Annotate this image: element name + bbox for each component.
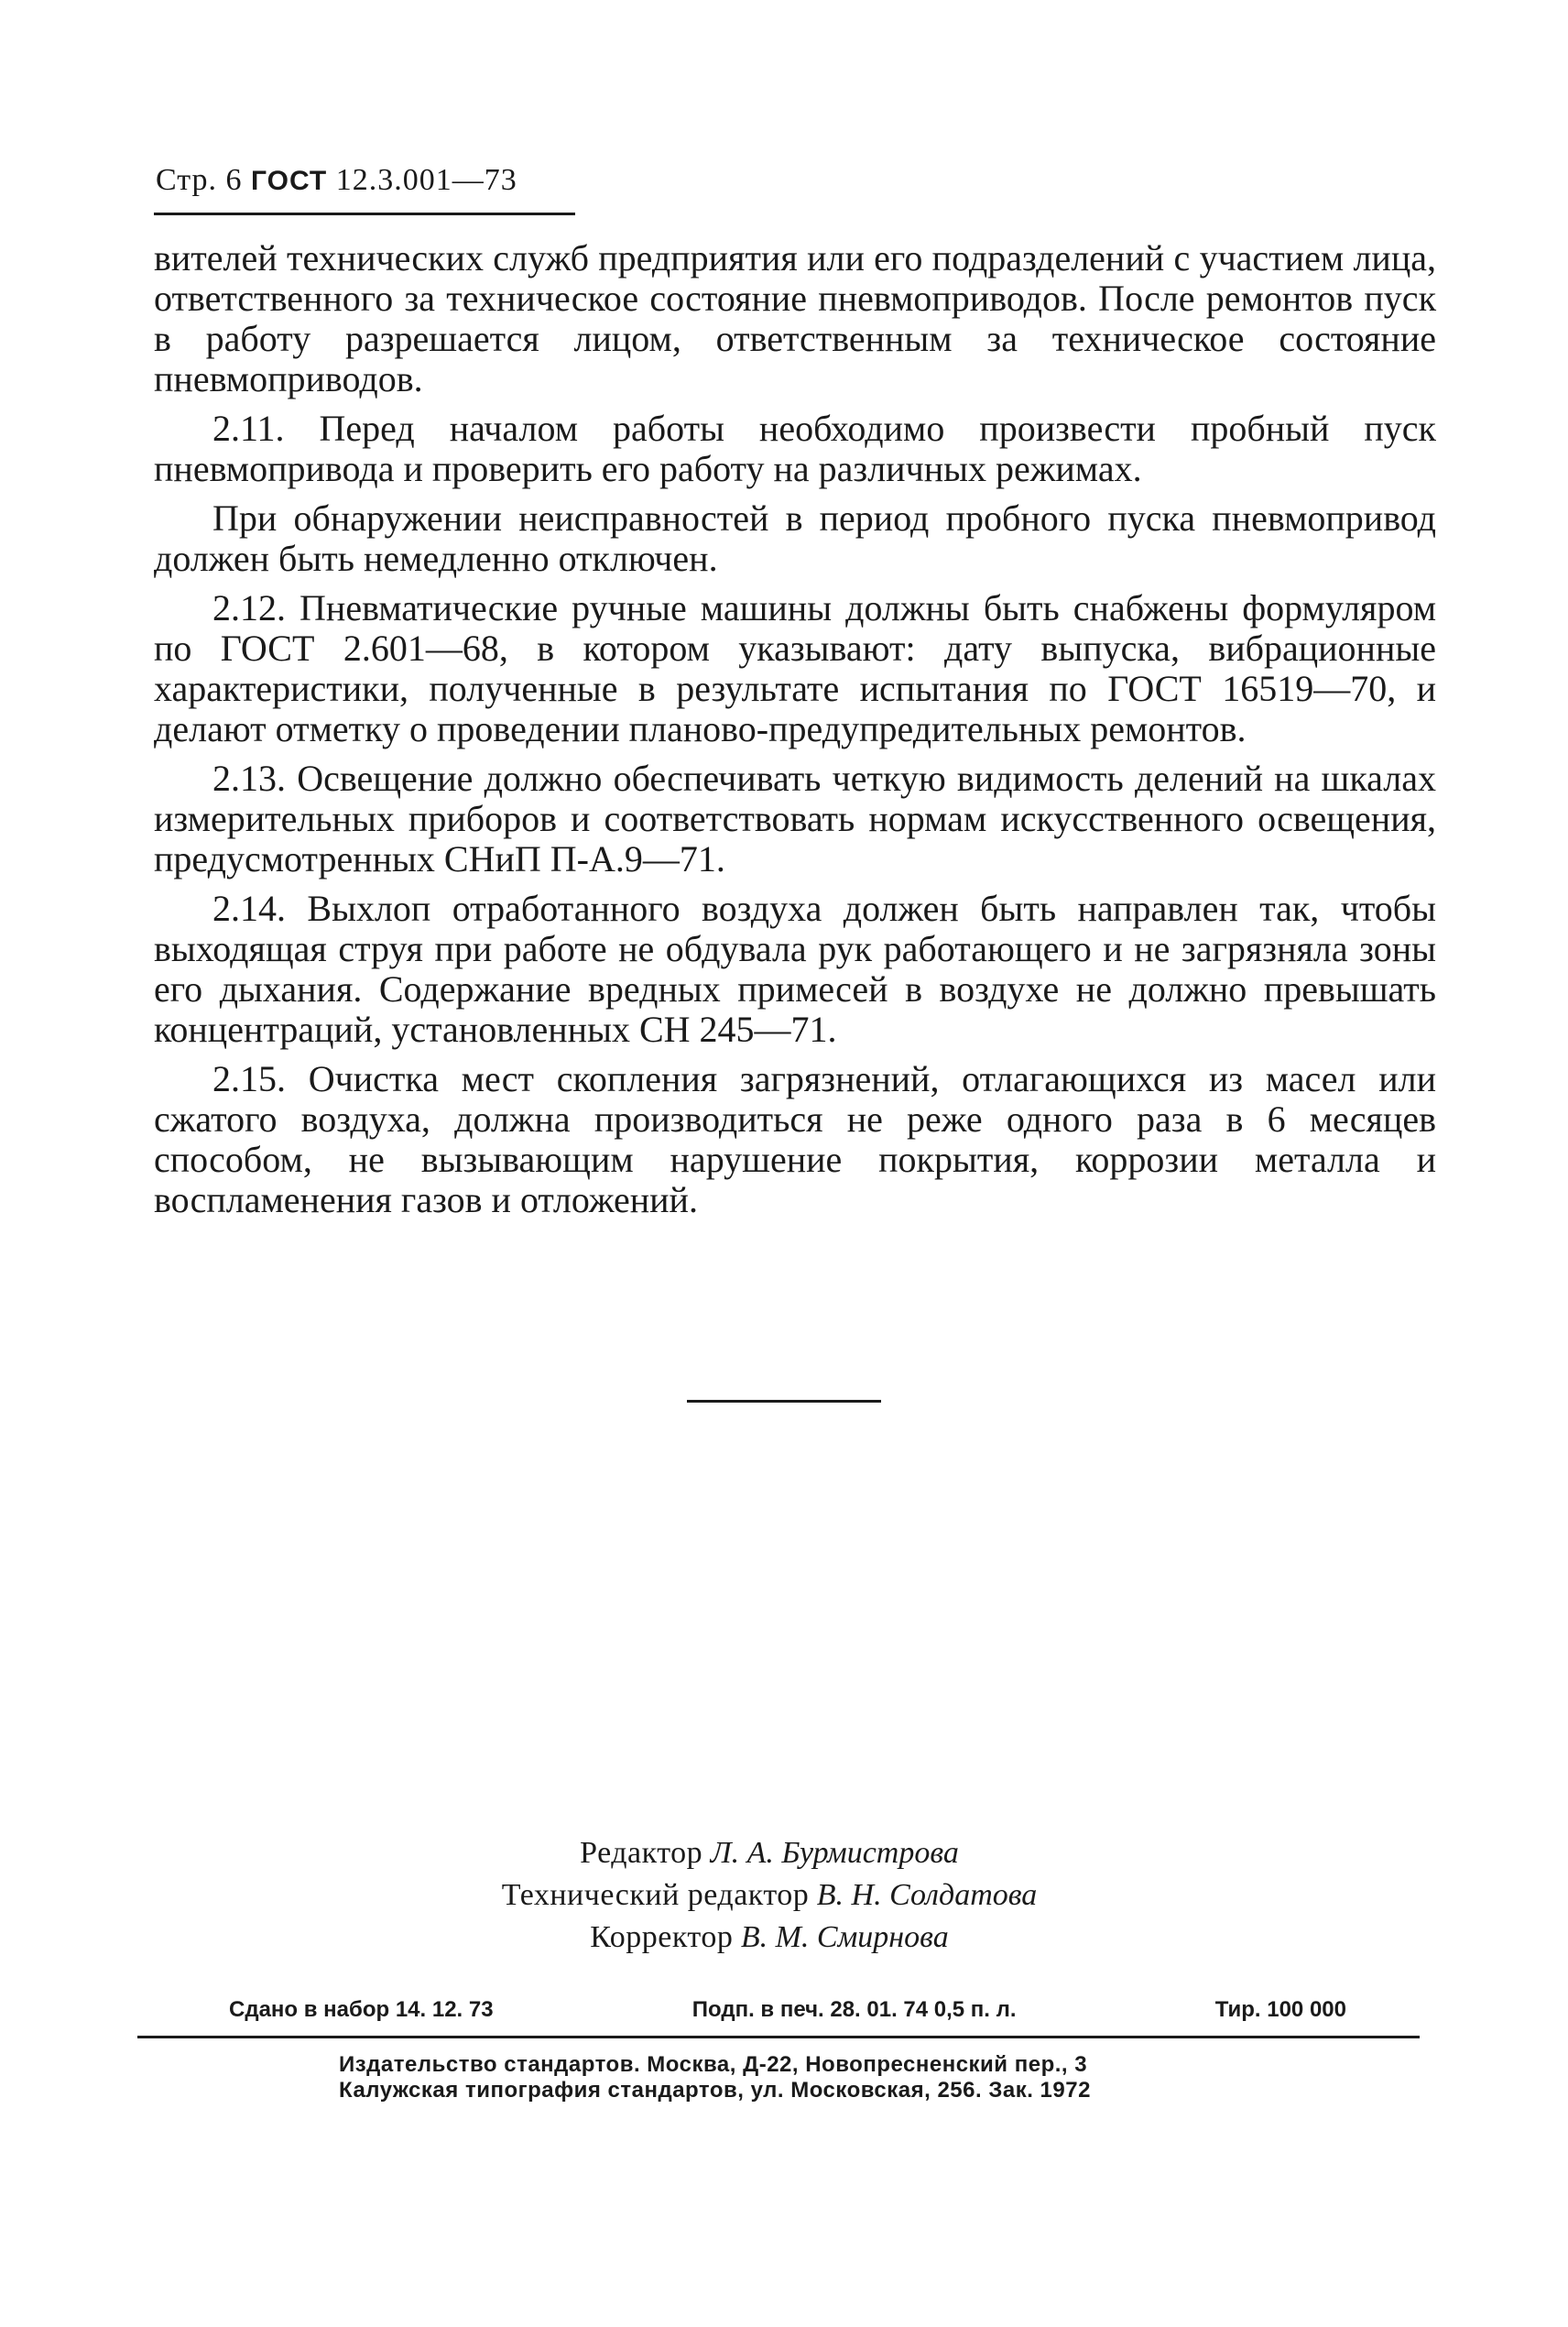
credit-corrector — [440, 1917, 1099, 1959]
page-label: Стр. 6 — [156, 163, 243, 197]
imprint-run: Тир. 100 000 — [1214, 1997, 1346, 2022]
gost-number: 12.3.001—73 — [335, 163, 517, 197]
paragraph-2-12: 2.12. Пневматические ручные машины должны быть снабжены формуляром по ГОСТ 2.601—68, в котором указывают: дату выпуска, вибрационные характеристики, полученные в результате испытания по ГОСТ 16519—70, и делают отметку о проведении планово-предупредительных ремонтов. — [154, 587, 1436, 749]
paragraph-2-15: 2.15. Очистка мест скопления загрязнений, отлагающихся из масел или сжатого воздуха, должна производиться не реже одного раза в 6 месяцев способом, не вызывающим нарушение покрытия, коррозии металла и воспламенения газов и отложений. — [154, 1058, 1436, 1220]
imprint-sent: Сдано в набор 14. 12. 73 — [229, 1997, 494, 2022]
paragraph-2-14: 2.14. Выхлоп отработанного воздуха должен быть направлен так, чтобы выходящая струя при работе не обдувала рук работающего и не загрязняла зоны его дыхания. Содержание вредных примесей в воздухе не должно превышать концентраций, установленных СН 245—71. — [154, 888, 1436, 1050]
page-header — [156, 163, 517, 198]
publisher-line-2: Калужская типография стандартов, ул. Московская, 256. Зак. 1972 — [339, 2078, 1091, 2103]
credit-name: В. М. Смирнова — [740, 1920, 949, 1954]
paragraph-2-11-note: При обнаружении неисправностей в период пробного пуска пневмопривод должен быть немедленно отключен. — [154, 497, 1436, 579]
credit-role: Технический редактор — [501, 1878, 810, 1912]
publisher-line-1: Издательство стандартов. Москва, Д-22, Новопресненский пер., 3 — [339, 2052, 1088, 2077]
paragraph-2-13: 2.13. Освещение должно обеспечивать четкую видимость делений на шкалах измерительных приборов и соответствовать нормам искусственного освещения, предусмотренных СНиП П-А.9—71. — [154, 758, 1436, 879]
paragraph-continuation: вителей технических служб предприятия или его подразделений с участием лица, ответственного за техническое состояние пневмоприводов. После ремонтов пуск в работу разрешается лицом, ответственным за техническое состояние пневмоприводов. — [154, 237, 1436, 399]
credit-name: В. Н. Солдатова — [816, 1878, 1038, 1912]
imprint-divider — [137, 2036, 1420, 2038]
imprint-line — [229, 1997, 1346, 2023]
publisher-block — [339, 2052, 1255, 2103]
end-divider — [687, 1400, 881, 1403]
credit-name: Л. А. Бурмистрова — [710, 1836, 959, 1870]
document-body — [154, 238, 1436, 1229]
header-divider — [154, 213, 575, 215]
credit-role: Корректор — [590, 1920, 734, 1954]
paragraph-2-11: 2.11. Перед началом работы необходимо произвести пробный пуск пневмопривода и проверить его работу на различных режимах. — [154, 408, 1436, 489]
credit-role: Редактор — [580, 1836, 703, 1870]
gost-label: ГОСТ — [251, 166, 328, 196]
credits-block — [440, 1832, 1099, 1959]
credit-editor — [440, 1832, 1099, 1874]
credit-tech-editor — [440, 1874, 1099, 1917]
imprint-signed: Подп. в печ. 28. 01. 74 0,5 п. л. — [691, 1997, 1017, 2022]
